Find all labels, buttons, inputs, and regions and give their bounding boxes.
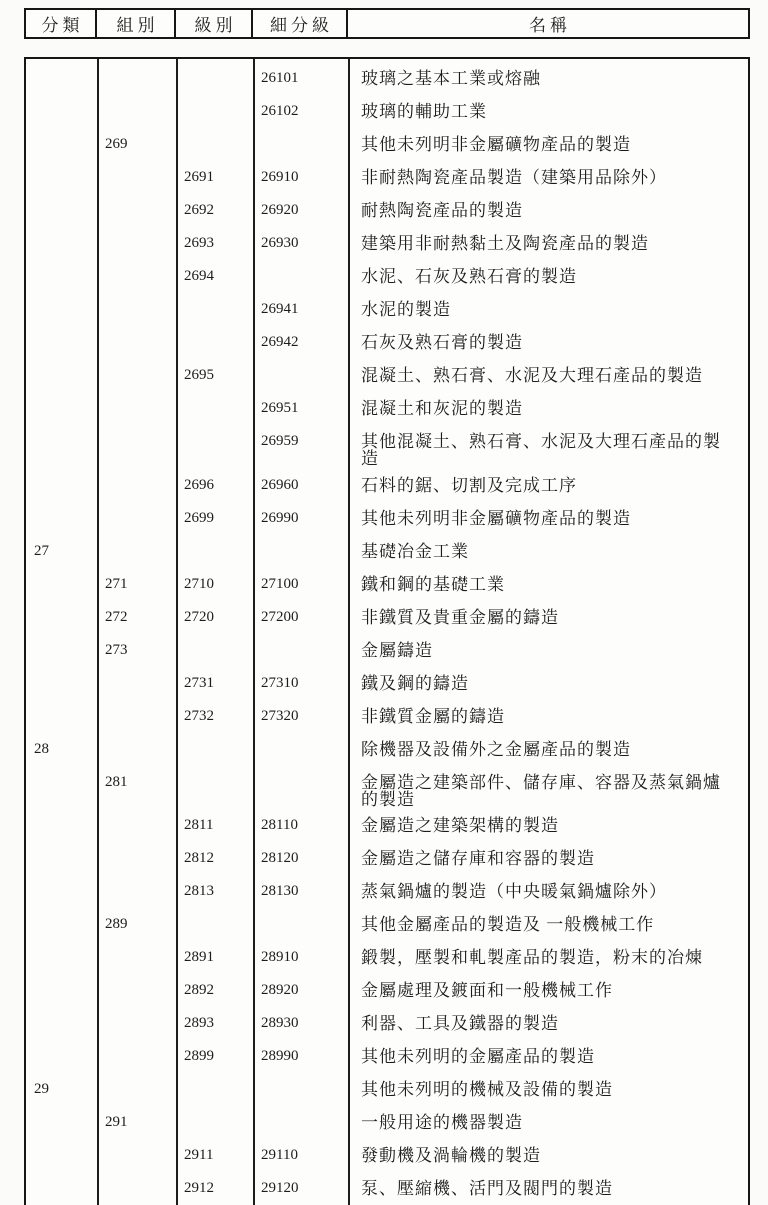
cell-group [97, 1073, 176, 1106]
cell-category [26, 469, 97, 502]
cell-name: 石灰及熟石膏的製造 [361, 333, 523, 352]
cell-name: 除機器及設備外之金屬產品的製造 [361, 739, 631, 759]
cell-subclass: 28930 [261, 1015, 299, 1031]
cell-category [26, 1139, 97, 1172]
cell-class [176, 326, 253, 359]
cell-group: 291 [105, 1114, 128, 1130]
cell-category [26, 601, 97, 634]
cell-group [97, 62, 176, 95]
cell-class [176, 1106, 253, 1139]
cell-category [26, 667, 97, 700]
cell-category [26, 502, 97, 535]
cell-group [97, 842, 176, 875]
cell-class [176, 634, 253, 667]
cell-name: 發動機及渦輪機的製造 [361, 1146, 541, 1165]
cell-group [97, 161, 176, 194]
header-cell-name: 名稱 [529, 16, 571, 35]
cell-class: 2720 [184, 608, 214, 625]
cell-name: 鍛製，壓製和軋製產品的製造，粉末的冶煉 [361, 948, 703, 967]
cell-group [97, 227, 176, 260]
cell-subclass: 28910 [261, 949, 299, 965]
cell-group [97, 809, 176, 842]
cell-name: 其他未列明的金屬產品的製造 [361, 1047, 595, 1066]
cell-category [26, 227, 97, 260]
cell-name: 水泥、石灰及熟石膏的製造 [361, 267, 577, 286]
cell-name: 水泥的製造 [361, 300, 451, 319]
cell-category [26, 95, 97, 128]
cell-category [26, 161, 97, 194]
cell-subclass: 26990 [261, 509, 299, 526]
cell-group: 272 [105, 608, 128, 625]
cell-class [176, 95, 253, 128]
cell-name: 非鐵質及貴重金屬的鑄造 [361, 607, 559, 627]
cell-category [26, 128, 97, 161]
cell-class: 2691 [184, 169, 214, 185]
cell-class: 2732 [184, 707, 214, 724]
cell-group [97, 535, 176, 568]
cell-subclass: 28130 [261, 883, 299, 899]
cell-name: 蒸氣鍋爐的製造（中央暖氣鍋爐除外） [361, 882, 667, 901]
cell-category [26, 425, 97, 469]
cell-category [26, 875, 97, 908]
cell-name: 其他未列明非金屬礦物產品的製造 [361, 508, 631, 528]
cell-category [26, 700, 97, 733]
cell-name: 利器、工具及鐵器的製造 [361, 1014, 559, 1033]
cell-group [97, 469, 176, 502]
cell-group [97, 359, 176, 392]
classification-table-body [24, 57, 750, 1205]
classification-table-header [24, 8, 750, 39]
cell-subclass: 26959 [261, 433, 299, 449]
cell-class [176, 128, 253, 161]
cell-category [26, 62, 97, 95]
cell-subclass: 26101 [261, 70, 299, 86]
cell-name: 金屬造之儲存庫和容器的製造 [361, 849, 595, 868]
cell-subclass: 28920 [261, 982, 299, 998]
cell-subclass [253, 535, 348, 568]
cell-category [26, 634, 97, 667]
cell-category: 28 [34, 740, 49, 757]
cell-class: 2699 [184, 509, 214, 526]
cell-name: 建築用非耐熱黏土及陶瓷產品的製造 [361, 234, 649, 253]
cell-subclass: 28120 [261, 850, 299, 866]
cell-class: 2710 [184, 575, 214, 592]
cell-name: 其他未列明非金屬礦物產品的製造 [361, 135, 631, 154]
cell-group [97, 733, 176, 766]
cell-class: 2811 [184, 817, 214, 833]
cell-group [97, 293, 176, 326]
cell-subclass: 28990 [261, 1048, 299, 1064]
cell-category: 27 [34, 542, 49, 559]
cell-class: 2696 [184, 476, 214, 493]
cell-name: 金屬鑄造 [361, 640, 433, 660]
cell-subclass: 29110 [261, 1147, 298, 1163]
cell-group: 269 [105, 136, 128, 152]
cell-category [26, 1007, 97, 1040]
cell-class [176, 733, 253, 766]
header-cell-category: 分類 [26, 10, 97, 37]
cell-class [176, 425, 253, 469]
cell-class: 2731 [184, 674, 214, 691]
cell-group [97, 941, 176, 974]
cell-name: 金屬造之建築部件、儲存庫、容器及蒸氣鍋爐的製造 [361, 772, 721, 809]
cell-name: 金屬處理及鍍面和一般機械工作 [361, 981, 613, 1000]
cell-name: 泵、壓縮機、活門及閥門的製造 [361, 1179, 613, 1198]
cell-category [26, 941, 97, 974]
cell-subclass [253, 260, 348, 293]
cell-group [97, 1040, 176, 1073]
cell-name: 混凝土、熟石膏、水泥及大理石產品的製造 [361, 366, 703, 385]
cell-category [26, 809, 97, 842]
cell-group [97, 1007, 176, 1040]
cell-subclass: 27200 [261, 608, 299, 625]
cell-group [97, 502, 176, 535]
cell-subclass [253, 766, 348, 810]
cell-subclass: 26910 [261, 169, 299, 185]
cell-group [97, 260, 176, 293]
cell-group: 273 [105, 641, 128, 658]
cell-group [97, 875, 176, 908]
cell-subclass: 26951 [261, 400, 299, 416]
cell-subclass: 26942 [261, 334, 299, 350]
cell-name: 鐵和鋼的基礎工業 [361, 574, 505, 594]
cell-subclass: 27320 [261, 707, 299, 724]
cell-group [97, 974, 176, 1007]
cell-class [176, 293, 253, 326]
cell-class: 2693 [184, 235, 214, 251]
cell-name: 其他未列明的機械及設備的製造 [361, 1080, 613, 1099]
cell-group [97, 1139, 176, 1172]
cell-category [26, 194, 97, 227]
cell-subclass: 26960 [261, 476, 299, 493]
cell-name: 基礎冶金工業 [361, 541, 469, 561]
cell-subclass [253, 634, 348, 667]
header-cell-group: 組別 [97, 10, 176, 37]
cell-name: 非鐵質金屬的鑄造 [361, 706, 505, 726]
cell-category [26, 293, 97, 326]
cell-subclass: 28110 [261, 817, 298, 833]
cell-group [97, 95, 176, 128]
cell-class: 2899 [184, 1048, 214, 1064]
cell-class [176, 535, 253, 568]
cell-class [176, 766, 253, 810]
cell-class: 2891 [184, 949, 214, 965]
cell-category [26, 260, 97, 293]
cell-subclass [253, 359, 348, 392]
cell-group [97, 1172, 176, 1205]
cell-name: 鐵及鋼的鑄造 [361, 673, 469, 693]
cell-group [97, 700, 176, 733]
cell-class: 2692 [184, 202, 214, 218]
cell-group [97, 425, 176, 469]
cell-category [26, 766, 97, 810]
cell-category [26, 326, 97, 359]
cell-group: 281 [105, 773, 128, 790]
cell-category [26, 359, 97, 392]
cell-group [97, 392, 176, 425]
cell-subclass [253, 1106, 348, 1139]
cell-class: 2893 [184, 1015, 214, 1031]
cell-category [26, 1106, 97, 1139]
cell-group: 271 [105, 575, 128, 592]
cell-class: 2892 [184, 982, 214, 998]
cell-name: 耐熱陶瓷產品的製造 [361, 201, 523, 220]
cell-name: 一般用途的機器製造 [361, 1113, 523, 1132]
cell-class [176, 392, 253, 425]
cell-class: 2695 [184, 367, 214, 383]
cell-class [176, 908, 253, 941]
cell-name: 其他金屬產品的製造及 一般機械工作 [361, 915, 655, 934]
cell-subclass: 27310 [261, 674, 299, 691]
cell-subclass [253, 733, 348, 766]
cell-name: 非耐熱陶瓷產品製造（建築用品除外） [361, 168, 667, 187]
cell-subclass [253, 908, 348, 941]
cell-subclass [253, 128, 348, 161]
cell-subclass: 26102 [261, 103, 299, 119]
cell-group [97, 194, 176, 227]
cell-name: 玻璃的輔助工業 [361, 102, 487, 121]
cell-class: 2694 [184, 268, 214, 284]
cell-category [26, 908, 97, 941]
cell-category [26, 1172, 97, 1205]
cell-category [26, 974, 97, 1007]
cell-class: 2911 [184, 1147, 214, 1163]
cell-group: 289 [105, 916, 128, 932]
cell-subclass: 27100 [261, 575, 299, 592]
cell-class: 2813 [184, 883, 214, 899]
cell-class [176, 62, 253, 95]
cell-class: 2912 [184, 1180, 214, 1196]
cell-category [26, 842, 97, 875]
cell-category [26, 568, 97, 601]
cell-subclass: 26920 [261, 202, 299, 218]
cell-category [26, 392, 97, 425]
cell-class [176, 1073, 253, 1106]
header-cell-subclass: 細分級 [253, 10, 348, 37]
cell-subclass: 26941 [261, 301, 299, 317]
cell-name: 混凝土和灰泥的製造 [361, 399, 523, 418]
cell-category: 29 [34, 1081, 49, 1097]
cell-subclass: 26930 [261, 235, 299, 251]
cell-group [97, 326, 176, 359]
cell-subclass [253, 1073, 348, 1106]
cell-name: 金屬造之建築架構的製造 [361, 816, 559, 835]
cell-category [26, 1040, 97, 1073]
cell-group [97, 667, 176, 700]
cell-class: 2812 [184, 850, 214, 866]
cell-name: 石料的鋸、切割及完成工序 [361, 475, 577, 495]
cell-subclass: 29120 [261, 1180, 299, 1196]
table-rows [26, 59, 748, 1205]
header-cell-class: 級別 [176, 10, 253, 37]
cell-name: 其他混凝土、熟石膏、水泥及大理石產品的製造 [361, 432, 721, 468]
cell-name: 玻璃之基本工業或熔融 [361, 69, 541, 88]
